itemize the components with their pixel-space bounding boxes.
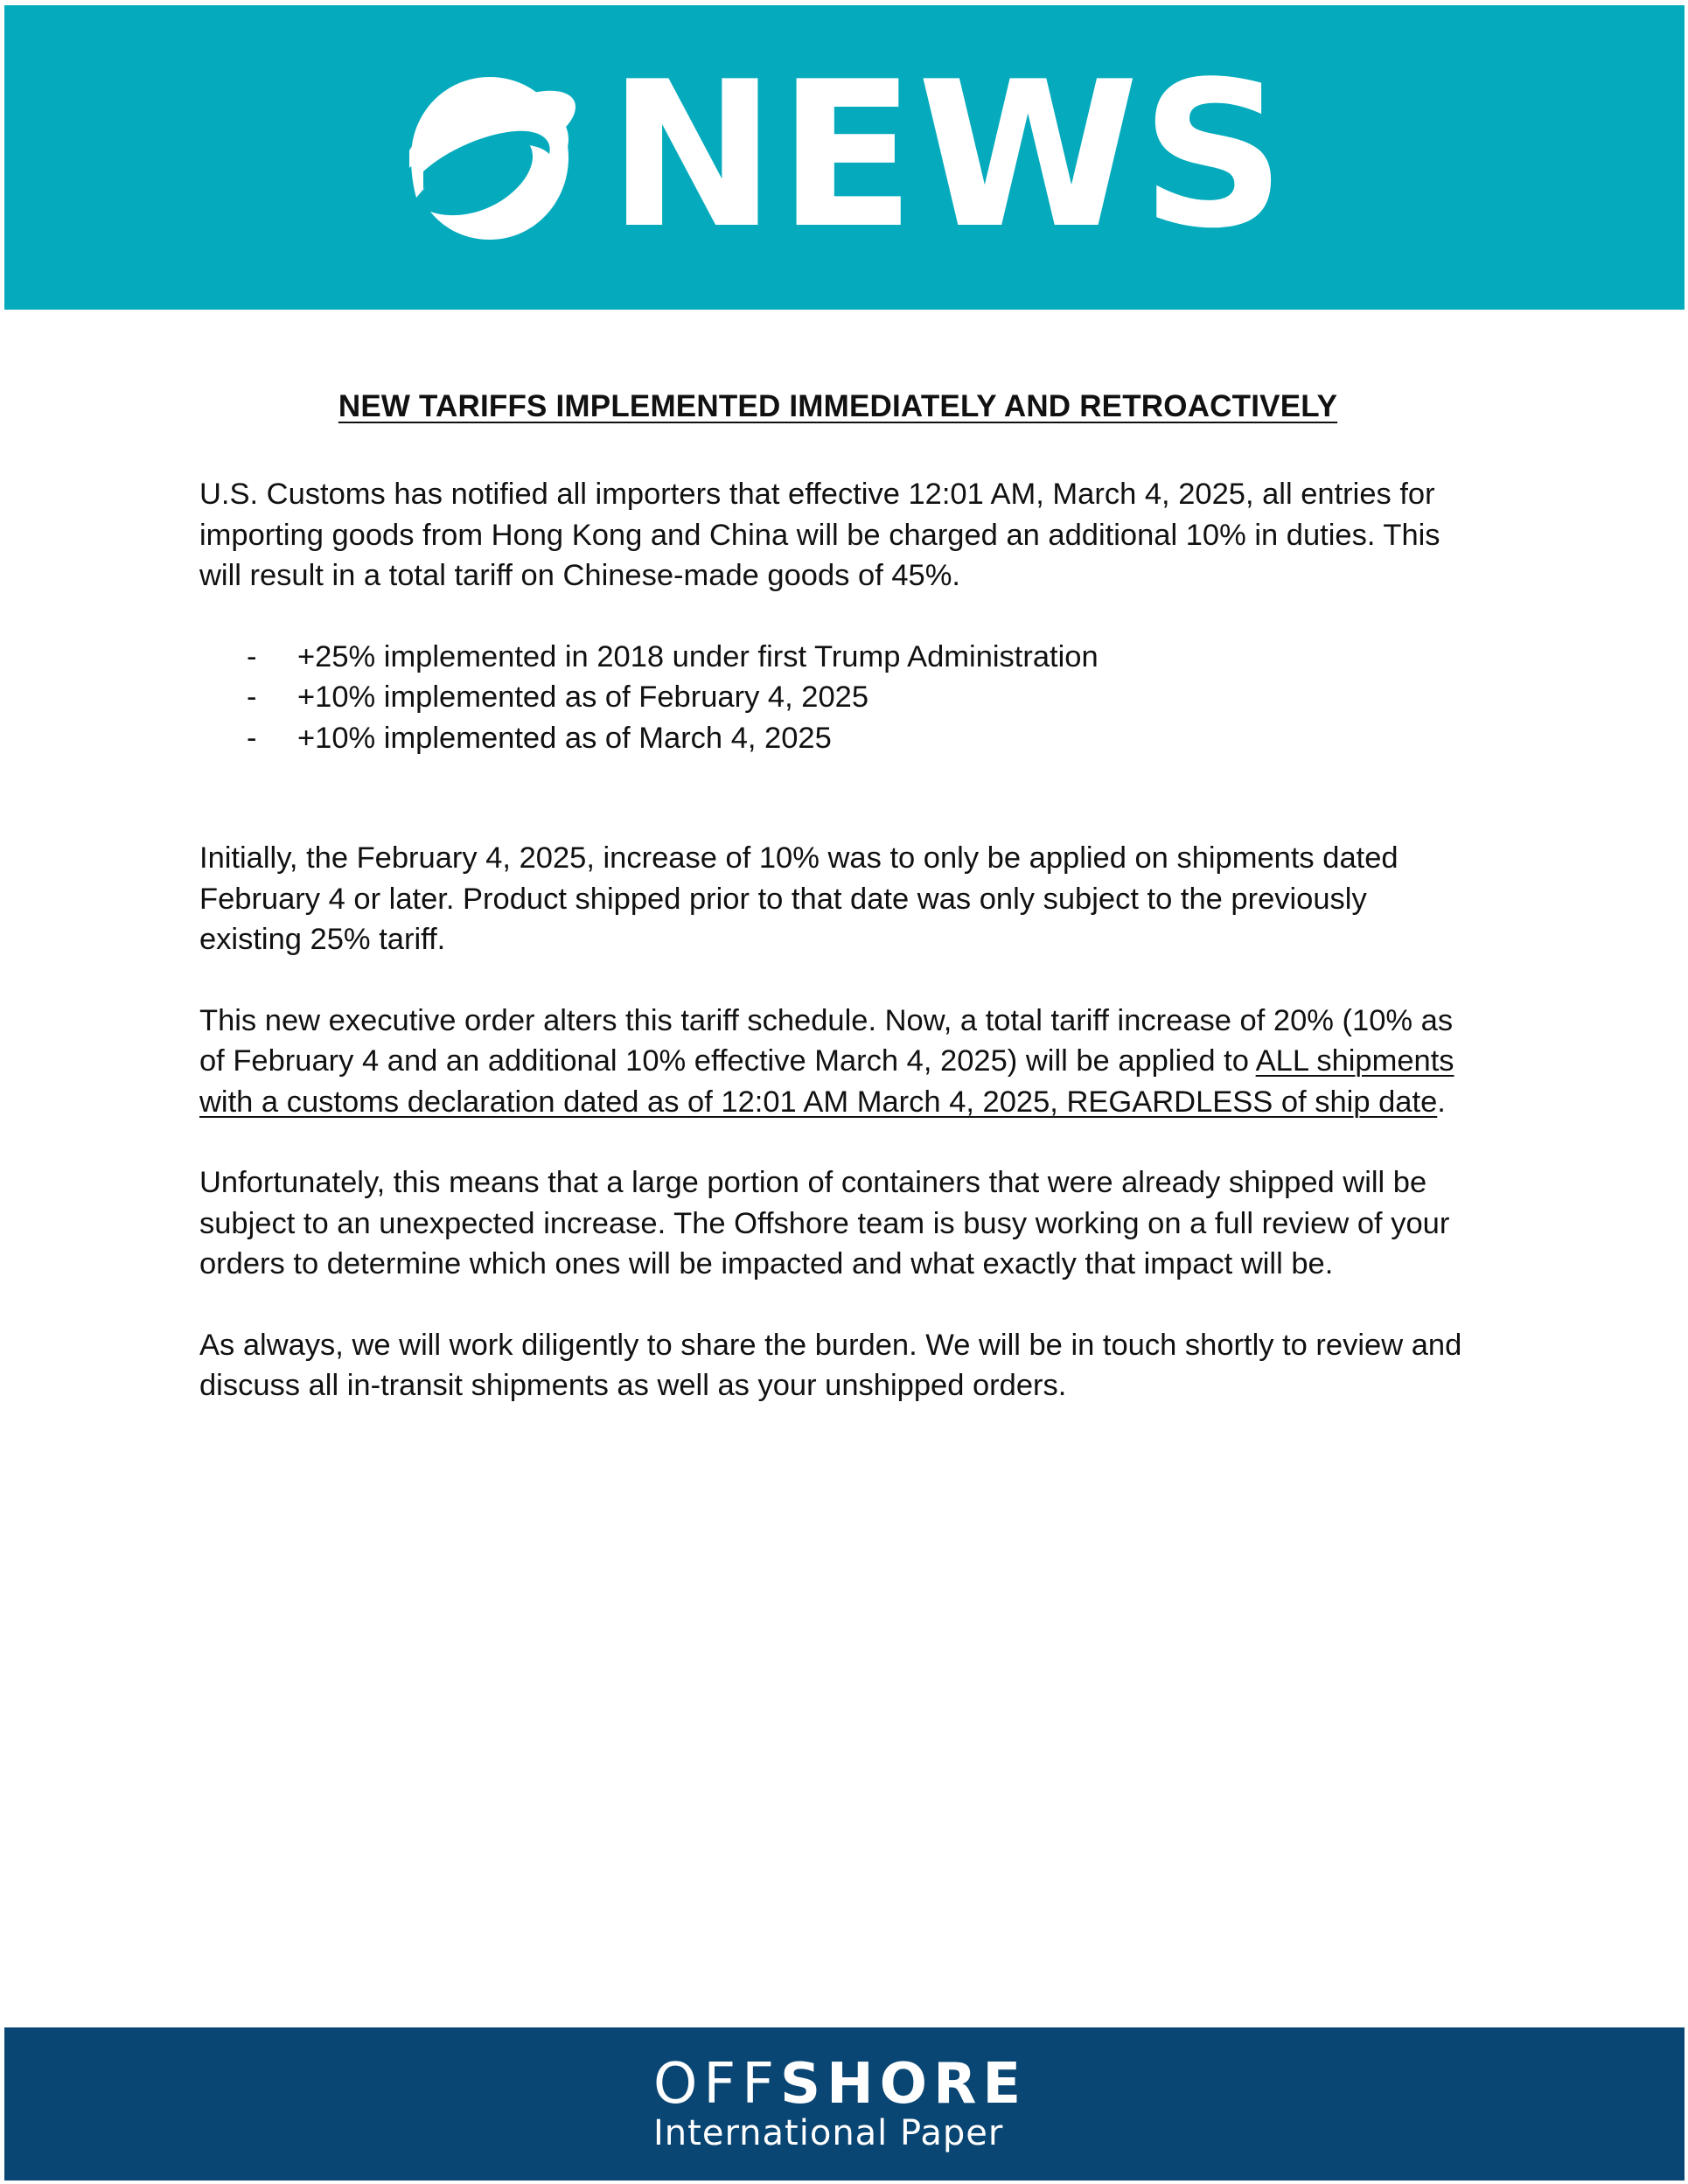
article-title: NEW TARIFFS IMPLEMENTED IMMEDIATELY AND RETROACTIVELY [338,389,1338,423]
brand-tagline: International Paper [653,2113,1004,2153]
executive-order-tail: . [1437,1085,1446,1119]
bullet-dash: - [247,721,257,755]
tariff-list [199,637,1476,759]
list-item-text: +25% implemented in 2018 under first Trump Administration [297,639,1099,673]
list-item [199,677,1476,718]
intro-paragraph: U.S. Customs has notified all importers that effective 12:01 AM, March 4, 2025, all entries for importing goods from Hong Kong and China will be charged an additional 10% in duties. This will result in a total tariff on Chinese-made goods of 45%. [199,478,1440,592]
footer-banner [4,2027,1685,2181]
offshore-wordmark [653,2054,1047,2115]
list-item [199,637,1476,678]
list-item [199,718,1476,759]
brand-light-part: OFF [653,2052,780,2117]
globe-swoosh-icon [402,66,577,259]
initially-paragraph: Initially, the February 4, 2025, increase of 10% was to only be applied on shipments dated February 4 or later. Product shipped prior to that date was only subject to the previously existing 25% tariff. [199,841,1399,956]
executive-order-lead: This new executive order alters this tariff schedule. Now, a total tariff increase of 20% (10% as of February 4 and an additional 10% effective March 4, 2025) will be applied to [199,1003,1454,1078]
news-wordmark: NEWS [608,39,1287,273]
executive-order-paragraph [199,1001,1476,1123]
closing-paragraph: As always, we will work diligently to share the burden. We will be in touch shortly to review and discuss all in-transit shipments as well as your unshipped orders. [199,1328,1462,1402]
executive-order-emphasis: ALL shipments with a customs declaration dated as of 12:01 AM March 4, 2025, REGARDLESS of ship date [199,1044,1454,1119]
bullet-dash: - [247,680,257,714]
offshore-logo [653,2054,1047,2153]
impact-paragraph: Unfortunately, this means that a large portion of containers that were already shipped will be subject to an unexpected increase. The Offshore team is busy working on a full review of your orders to determine which ones will be impacted and what exactly that impact will be. [199,1166,1450,1280]
header-banner [4,5,1685,310]
article [199,385,1476,1406]
list-item-text: +10% implemented as of February 4, 2025 [297,680,869,714]
bullet-dash: - [247,639,257,673]
brand-bold-part: SHORE [780,2052,1028,2117]
list-item-text: +10% implemented as of March 4, 2025 [297,721,832,755]
